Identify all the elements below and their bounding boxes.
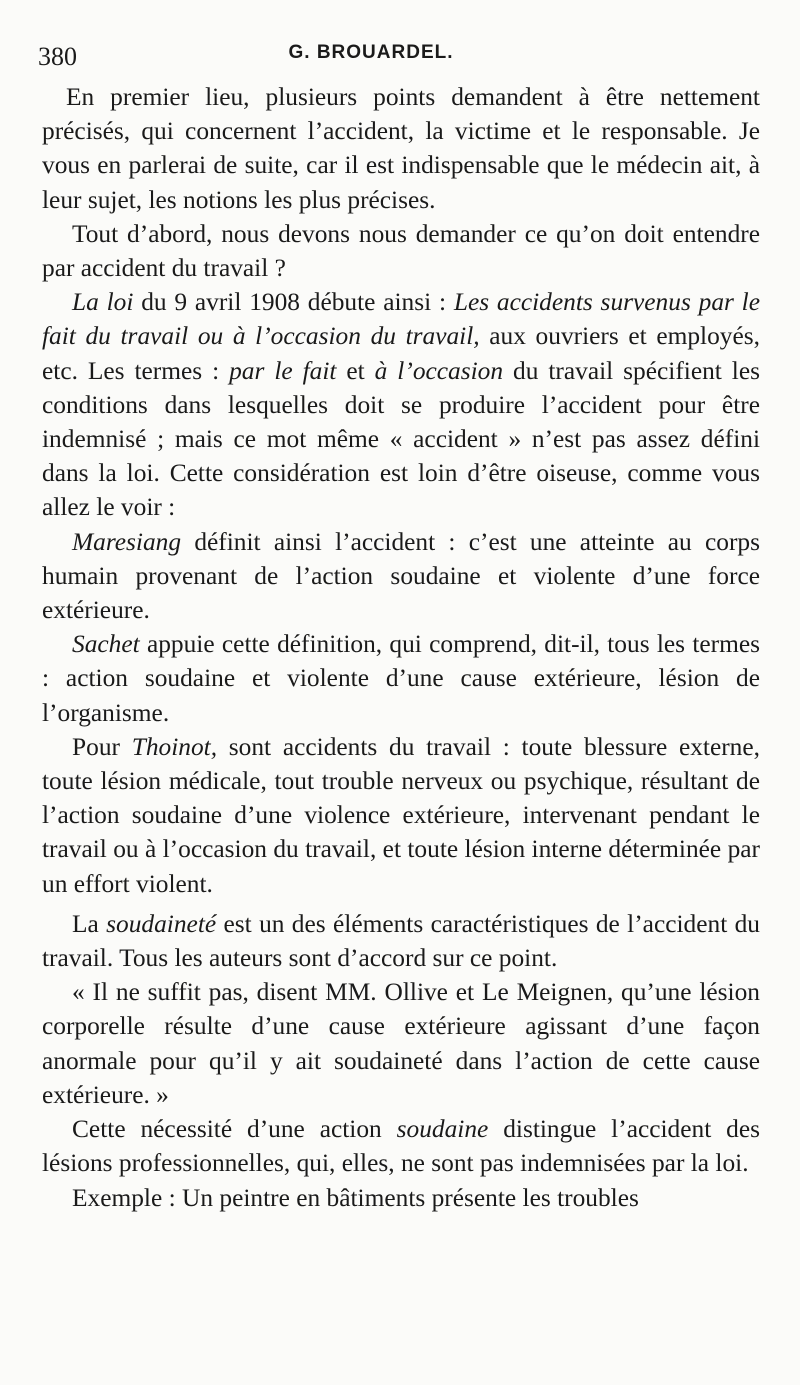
paragraph bbox=[42, 1181, 760, 1215]
text-run: Pour bbox=[72, 732, 132, 761]
page-number: 380 bbox=[38, 42, 77, 71]
paragraph bbox=[42, 730, 760, 901]
text-run: aux ouvriers et employés, etc. Les termes : bbox=[42, 322, 760, 385]
italic-text: Les accidents survenus par le fait du travail ou à l’occasion du travail, bbox=[42, 288, 761, 351]
paragraph bbox=[42, 627, 760, 730]
text-run: et bbox=[336, 356, 375, 385]
text-run: appuie cette définition, qui comprend, dit-il, tous les termes : action soudaine et violente d’une cause extérieure, lésion de l’organisme. bbox=[42, 630, 760, 727]
italic-text: soudaine bbox=[396, 1115, 489, 1144]
italic-text: Thoinot, bbox=[131, 732, 218, 761]
text-run: La bbox=[72, 909, 107, 938]
paragraph bbox=[42, 80, 760, 217]
text-run: Exemple : Un peintre en bâtiments présente les troubles bbox=[72, 1183, 639, 1212]
paragraph bbox=[42, 285, 760, 524]
paragraph bbox=[42, 525, 760, 628]
italic-text: par le fait bbox=[229, 356, 337, 385]
text-run: du 9 avril 1908 débute ainsi : bbox=[133, 288, 454, 317]
text-run: En premier lieu, plusieurs points demandent à être nettement précisés, qui concernent l’accident, la victime et le responsable. Je vous en parlerai de suite, car il est indispensable que le médecin ait, à leur sujet, les notions les plus précises. bbox=[42, 83, 760, 214]
text-run: sont accidents du travail : toute blessure externe, toute lésion médicale, tout trouble nerveux ou psychique, résultant de l’action soudaine d’une violence extérieure, intervenant pendant le travail ou à l’occasion du travail, et toute lésion interne déterminée par un effort violent. bbox=[42, 732, 760, 898]
paragraph bbox=[42, 217, 760, 285]
page-header bbox=[38, 32, 760, 80]
text-run: Tout d’abord, nous devons nous demander ce qu’on doit entendre par accident du travail ? bbox=[42, 219, 760, 283]
paragraph bbox=[42, 907, 760, 975]
text-run: définit ainsi l’accident : c’est une atteinte au corps humain provenant de l’action soudaine et violente d’une force extérieure. bbox=[42, 527, 760, 625]
paragraph bbox=[42, 1112, 760, 1180]
paragraph bbox=[42, 975, 760, 1112]
text-run: distingue l’accident des lésions professionnelles, qui, elles, ne sont pas indemnisées par la loi. bbox=[42, 1115, 760, 1178]
body-text bbox=[42, 80, 760, 1215]
text-run: est un des éléments caractéristiques de l’accident du travail. Tous les auteurs sont d’accord sur ce point. bbox=[42, 909, 760, 973]
running-head: G. BROUARDEL. bbox=[288, 42, 454, 63]
text-run: du travail spécifient les conditions dans lesquelles doit se produire l’accident pour être indemnisé ; mais ce mot même « accident » n’est pas assez défini dans la loi. Cette considération est loin d’être oiseuse, comme vous allez le voir : bbox=[42, 356, 760, 522]
italic-text: La loi bbox=[72, 288, 134, 317]
text-run: « Il ne suffit pas, disent MM. Ollive et Le Meignen, qu’une lésion corporelle résulte d’une cause extérieure agissant d’une façon anormale pour qu’il y ait soudaineté dans l’action de cette cause extérieure. » bbox=[42, 978, 760, 1109]
italic-text: Maresiang bbox=[72, 527, 182, 556]
italic-text: soudaineté bbox=[106, 909, 217, 938]
italic-text: à l’occasion bbox=[374, 356, 504, 385]
text-run: Cette nécessité d’une action bbox=[72, 1115, 397, 1144]
italic-text: Sachet bbox=[72, 630, 140, 659]
